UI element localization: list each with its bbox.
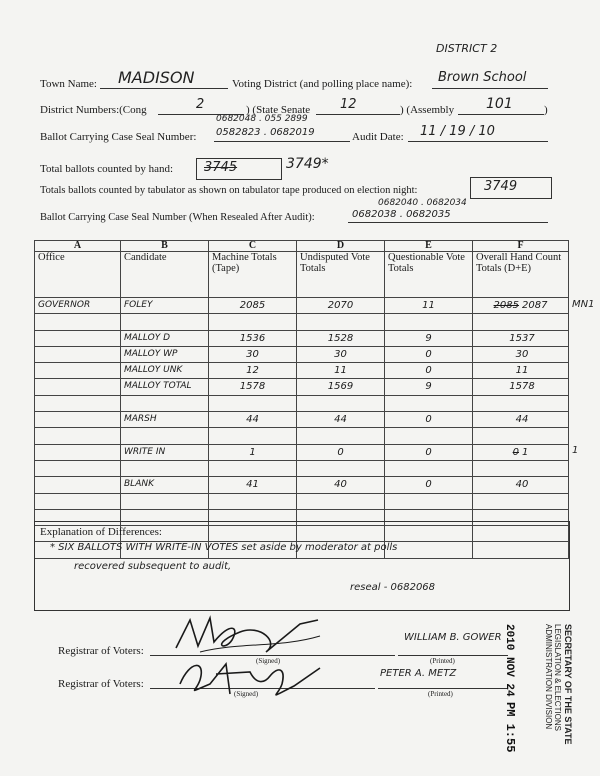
cell-office [35,395,121,411]
cell-overall [473,298,569,314]
cell-overall [473,363,569,379]
overall-value: 30 [515,348,529,360]
cell-overall [473,460,569,476]
cell-questionable: 9 [385,379,473,395]
cell-undisputed: 11 [297,363,385,379]
town-value: MADISON [118,68,195,87]
cell-machine [209,314,297,330]
cell-office [35,330,121,346]
cell-undisputed [297,395,385,411]
cell-candidate: WRITE IN [121,444,209,460]
registrar-1-signature [170,612,330,660]
cell-office: GOVERNOR [35,298,121,314]
stamp-line-3: ADMINISTRATION DIVISION [544,624,553,730]
registrar-label-2: Registrar of Voters: [58,678,144,690]
cell-undisputed [297,493,385,509]
cell-office [35,346,121,362]
col-letter-d: D [297,241,385,252]
cell-candidate: MALLOY TOTAL [121,379,209,395]
header-machine-totals: Machine Totals (Tape) [209,252,297,298]
audit-date-label: Audit Date: [352,131,404,143]
cell-overall [473,444,569,460]
cell-questionable: 0 [385,363,473,379]
reseal-label: Ballot Carrying Case Seal Number (When Resealed After Audit): [40,212,315,223]
cell-overall [473,330,569,346]
hand-count-value: 3749* [286,156,329,172]
cell-office [35,379,121,395]
assembly-value: 101 [486,96,513,112]
overall-value: 11 [515,365,529,377]
explanation-line-2: recovered subsequent to audit, [74,561,232,572]
table-row [35,346,569,362]
cell-overall [473,314,569,330]
overall-value: 40 [515,479,529,491]
cell-overall [473,412,569,428]
header-candidate: Candidate [121,252,209,298]
col-letter-e: E [385,241,473,252]
printed-label-1: (Printed) [430,657,455,665]
table-row [35,493,569,509]
cell-machine [209,428,297,444]
cell-machine: 1578 [209,379,297,395]
table-row [35,395,569,411]
cell-office [35,493,121,509]
table-row [35,428,569,444]
cell-questionable [385,314,473,330]
cell-overall [473,379,569,395]
header-office: Office [35,252,121,298]
seal-label: Ballot Carrying Case Seal Number: [40,131,197,143]
overall-value: 2087 [522,300,548,311]
stamp-time: PM 1:55 [503,702,517,753]
table-row [35,379,569,395]
cell-overall [473,395,569,411]
cell-undisputed: 44 [297,412,385,428]
cell-questionable: 9 [385,330,473,346]
cell-undisputed: 1569 [297,379,385,395]
cell-candidate: MALLOY WP [121,346,209,362]
table-row [35,444,569,460]
explanation-line-1: * SIX BALLOTS WITH WRITE-IN VOTES set aside by moderator at polls [50,542,398,553]
cell-candidate: MARSH [121,412,209,428]
cell-undisputed: 30 [297,346,385,362]
cell-candidate: MALLOY D [121,330,209,346]
margin-note: 1 [572,445,579,457]
cell-machine [209,460,297,476]
explanation-line-3: reseal - 0682068 [350,582,436,593]
results-table [34,240,569,559]
cell-machine [209,395,297,411]
cell-undisputed: 1528 [297,330,385,346]
cell-candidate: FOLEY [121,298,209,314]
cell-office [35,460,121,476]
cell-machine: 2085 [209,298,297,314]
overall-value: 1537 [509,332,535,344]
voting-district-value: Brown School [438,70,527,85]
cell-overall [473,428,569,444]
cell-machine: 1 [209,444,297,460]
signed-label-1: (Signed) [256,657,281,665]
registrar-label-1: Registrar of Voters: [58,645,144,657]
cell-candidate [121,493,209,509]
cong-value: 2 [196,97,205,112]
district-note: DISTRICT 2 [436,42,498,55]
audit-date-value: 11 / 19 / 10 [420,124,495,139]
cell-undisputed: 40 [297,477,385,493]
cell-overall [473,493,569,509]
col-letter-b: B [121,241,209,252]
col-letter-f: F [473,241,569,252]
cell-questionable: 0 [385,477,473,493]
stamp-date: 2010 NOV 24 [503,624,515,697]
cell-overall [473,477,569,493]
cell-overall [473,346,569,362]
cell-questionable: 0 [385,412,473,428]
explanation-label: Explanation of Differences: [40,526,162,538]
signed-label-2: (Signed) [234,690,259,698]
table-row [35,314,569,330]
cell-office [35,477,121,493]
table-row [35,412,569,428]
state-senate-label: ) (State Senate [246,104,311,116]
cell-candidate [121,428,209,444]
cell-undisputed [297,460,385,476]
assembly-close: ) [544,104,548,116]
cell-questionable [385,395,473,411]
col-letter-a: A [35,241,121,252]
seal-value: 0582823 . 0682019 [216,127,315,138]
table-row [35,363,569,379]
town-label: Town Name: [40,78,97,90]
tabulator-value: 3749 [484,179,518,194]
table-row [35,477,569,493]
cell-undisputed [297,428,385,444]
cell-undisputed [297,314,385,330]
registrar-1-printed: WILLIAM B. GOWER [404,632,502,643]
table-row [35,460,569,476]
cell-undisputed: 2070 [297,298,385,314]
cell-office [35,444,121,460]
margin-note: MN1 [572,298,595,310]
cell-office [35,314,121,330]
cell-questionable: 0 [385,444,473,460]
cell-questionable: 0 [385,346,473,362]
header-undisputed: Undisputed Vote Totals [297,252,385,298]
seal-note-above: 0682048 . 055 2899 [216,114,308,124]
cell-candidate [121,460,209,476]
cell-undisputed: 0 [297,444,385,460]
header-overall: Overall Hand Count Totals (D+E) [473,252,569,298]
received-stamp [503,620,575,760]
cell-machine: 1536 [209,330,297,346]
reseal-value: 0682038 . 0682035 [352,209,451,220]
registrar-2-printed: PETER A. METZ [380,668,457,679]
voting-district-label: Voting District (and polling place name): [232,78,413,90]
hand-count-label: Total ballots counted by hand: [40,163,174,175]
cell-questionable: 11 [385,298,473,314]
overall-struck: 2085 [493,300,519,311]
cell-questionable [385,493,473,509]
overall-value: 44 [515,414,529,426]
cell-machine: 41 [209,477,297,493]
hand-count-struck: 3745 [204,160,238,175]
header-questionable: Questionable Vote Totals [385,252,473,298]
cell-office [35,428,121,444]
reseal-note-above: 0682040 . 0682034 [378,198,467,208]
cell-machine [209,493,297,509]
district-numbers-label: District Numbers:(Cong [40,104,147,116]
table-row [35,330,569,346]
cell-questionable [385,460,473,476]
cell-machine: 30 [209,346,297,362]
cell-questionable [385,428,473,444]
overall-struck: 0 [512,446,519,458]
stamp-line-1: SECRETARY OF THE STATE [563,624,573,745]
cell-candidate: BLANK [121,477,209,493]
table-row [35,298,569,314]
cell-machine: 12 [209,363,297,379]
cell-office [35,412,121,428]
state-senate-value: 12 [340,97,357,112]
cell-candidate [121,395,209,411]
assembly-label: ) (Assembly [400,104,455,116]
overall-value: 1578 [509,381,535,393]
cell-machine: 44 [209,412,297,428]
col-letter-c: C [209,241,297,252]
tabulator-label: Totals ballots counted by tabulator as shown on tabulator tape produced on election night: [40,185,418,196]
cell-office [35,363,121,379]
stamp-line-2: LEGISLATION & ELECTIONS [553,624,562,731]
overall-value: 1 [522,446,529,458]
cell-candidate: MALLOY UNK [121,363,209,379]
cell-candidate [121,314,209,330]
printed-label-2: (Printed) [428,690,453,698]
registrar-2-signature [170,654,330,704]
